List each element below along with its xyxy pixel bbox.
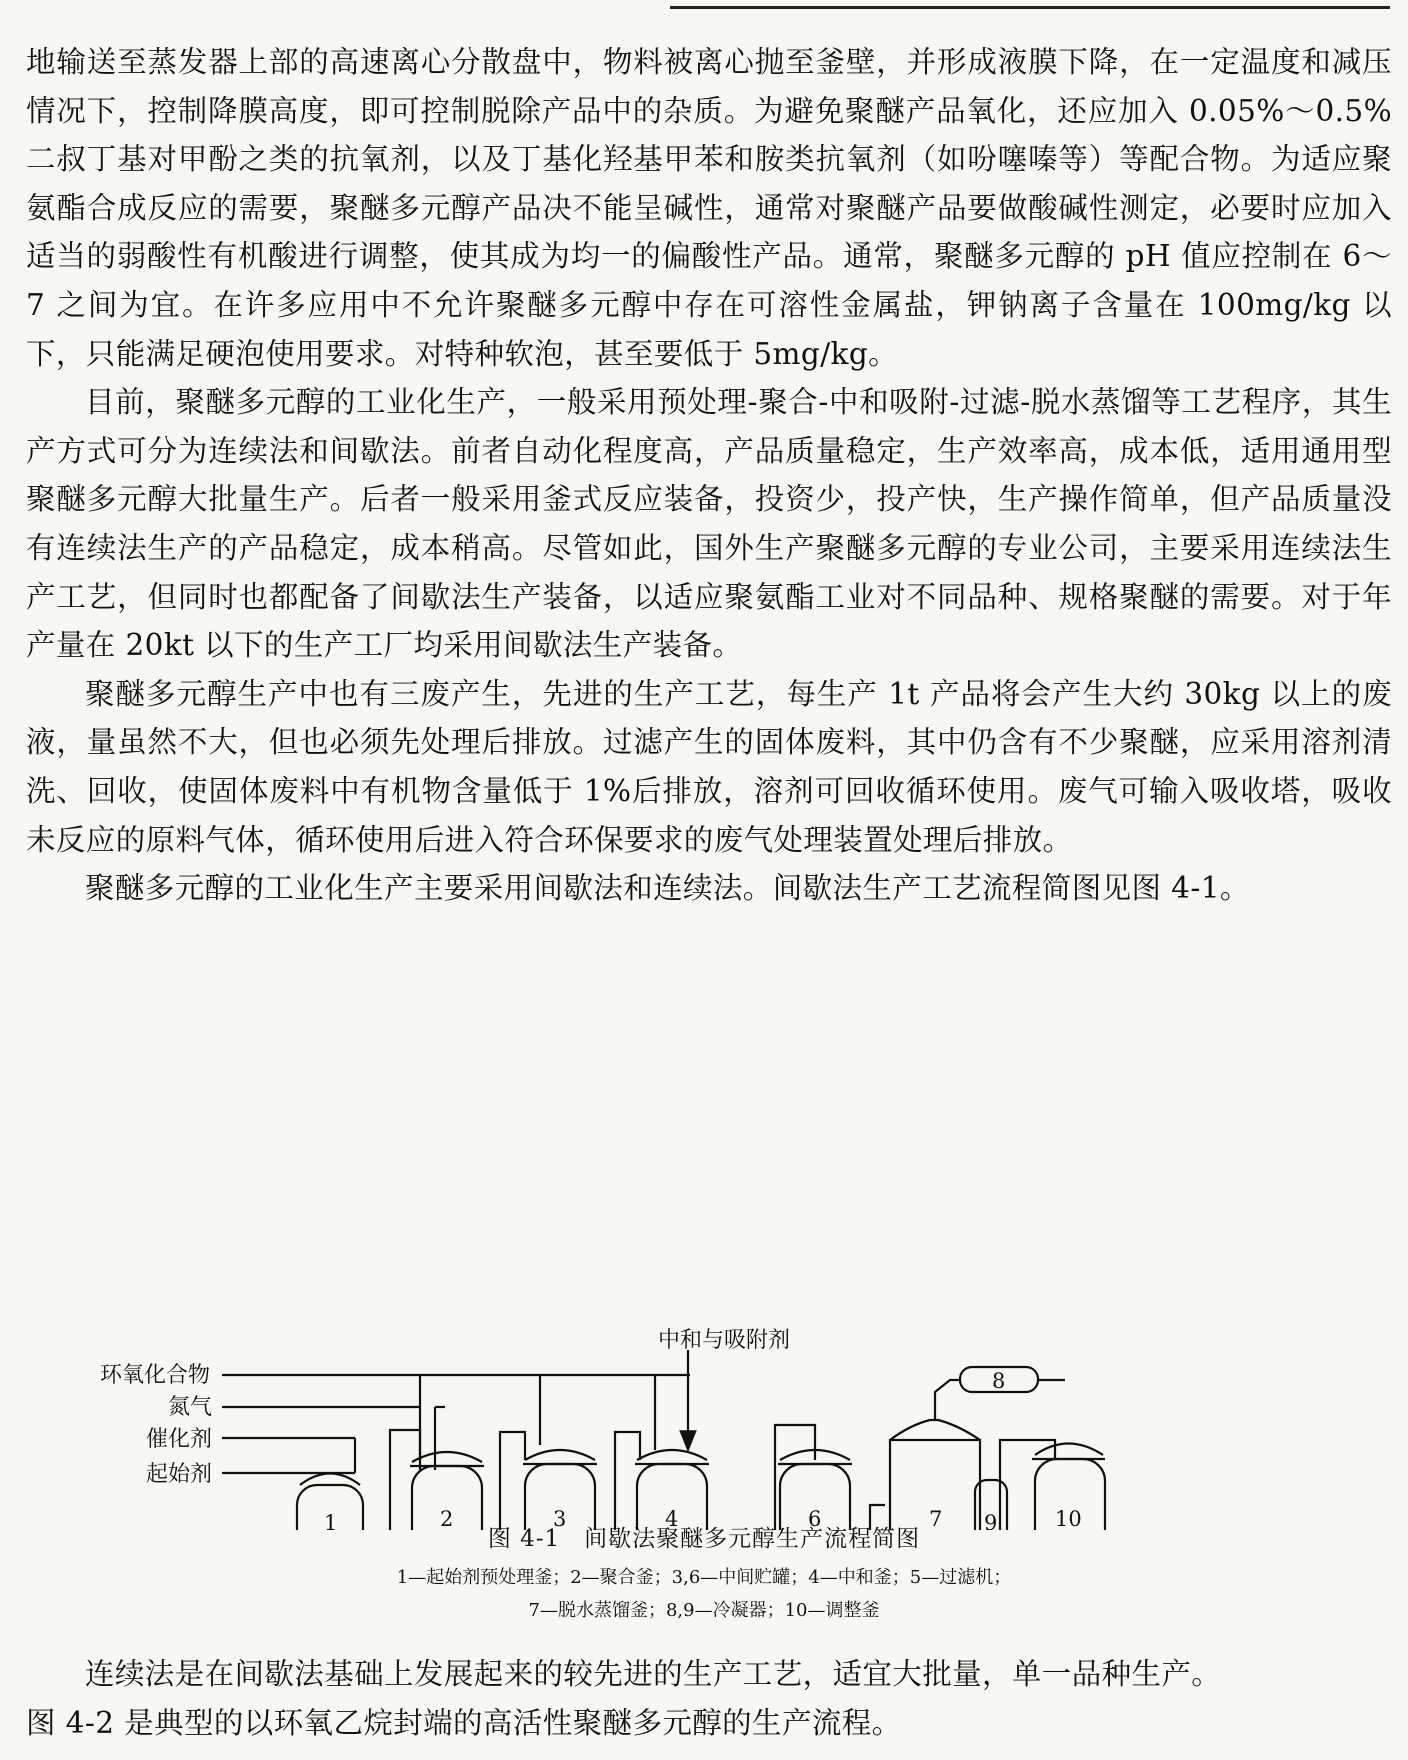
input-label-epoxide: 环氧化合物 — [100, 1363, 211, 1388]
body-text-top — [26, 38, 1392, 913]
paragraph-waste: 聚醚多元醇生产中也有三废产生，先进的生产工艺，每生产 1t 产品将会产生大约 30kg 以上的废液，量虽然不大，但也必须先处理后排放。过滤产生的固体废料，其中仍含有不少聚醚，应采用溶剂清洗、回收，使固体废料中有机物含量低于 1%后排放，溶剂可回收循环使用。废气可输入吸收塔，吸收未反应的原料气体，循环使用后进入符合环保要求的废气处理装置处理后排放。 — [26, 676, 1392, 857]
unit-label-2: 2 — [440, 1507, 454, 1530]
figure-caption-title: 图 4-1 间歇法聚醚多元醇生产流程简图 — [487, 1526, 921, 1552]
input-label-catalyst: 催化剂 — [146, 1427, 213, 1452]
unit-label-1: 1 — [324, 1511, 338, 1530]
unit-label-9: 9 — [984, 1511, 998, 1530]
unit-label-6: 6 — [808, 1507, 822, 1530]
flow-diagram-svg — [100, 1170, 1320, 1530]
paragraph-production-methods: 目前，聚醚多元醇的工业化生产，一般采用预处理-聚合-中和吸附-过滤-脱水蒸馏等工艺程序，其生产方式可分为连续法和间歇法。前者自动化程度高，产品质量稳定，生产效率高，成本低，适用通用型聚醚多元醇大批量生产。后者一般采用釜式反应装备，投资少，投产快，生产操作简单，但产品质量没有连续法生产的产品稳定，成本稍高。尽管如此，国外生产聚醚多元醇的专业公司，主要采用连续法生产工艺，但同时也都配备了间歇法生产装备，以适应聚氨酯工业对不同品种、规格聚醚的需要。对于年产量在 20kt 以下的生产工厂均采用间歇法生产装备。 — [26, 385, 1392, 663]
body-text-bottom — [26, 1650, 1392, 1747]
paragraph-continued: 地输送至蒸发器上部的高速离心分散盘中，物料被离心抛至釜壁，并形成液膜下降，在一定温度和减压情况下，控制降膜高度，即可控制脱除产品中的杂质。为避免聚醚产品氧化，还应加入 0.05%～0.5%二叔丁基对甲酚之类的抗氧剂，以及丁基化羟基甲苯和胺类抗氧剂（如吩噻嗪等）等配合物。为适应聚氨酯合成反应的需要，聚醚多元醇产品决不能呈碱性，通常对聚醚产品要做酸碱性测定，必要时应加入适当的弱酸性有机酸进行调整，使其成为均一的偏酸性产品。通常，聚醚多元醇的 pH 值应控制在 6～7 之间为宜。在许多应用中不允许聚醚多元醇中存在可溶性金属盐，钾钠离子含量在 100mg/kg 以下，只能满足硬泡使用要求。对特种软泡，甚至要低于 5mg/kg。 — [26, 45, 1392, 371]
unit-label-4: 4 — [665, 1507, 679, 1530]
header-rule — [670, 6, 1390, 9]
input-label-starter: 起始剂 — [146, 1462, 213, 1487]
process-flow-diagram — [100, 1170, 1320, 1530]
unit-label-8: 8 — [992, 1369, 1006, 1393]
paragraph-figure-intro: 聚醚多元醇的工业化生产主要采用间歇法和连续法。间歇法生产工艺流程简图见图 4-1。 — [85, 871, 1250, 906]
additive-label: 中和与吸附剂 — [658, 1328, 791, 1353]
unit-label-10: 10 — [1055, 1507, 1082, 1530]
unit-label-7: 7 — [929, 1507, 943, 1530]
figure-legend-line-1: 1—起始剂预处理釜；2—聚合釜；3,6—中间贮罐；4—中和釜；5—过滤机； — [396, 1567, 1012, 1588]
paragraph-figure-4-2-intro: 图 4-2 是典型的以环氧乙烷封端的高活性聚醚多元醇的生产流程。 — [26, 1705, 902, 1740]
input-label-nitrogen: 氮气 — [168, 1395, 213, 1420]
figure-legend-line-2: 7—脱水蒸馏釜；8,9—冷凝器；10—调整釜 — [528, 1600, 880, 1621]
paragraph-continuous-method: 连续法是在间歇法基础上发展起来的较先进的生产工艺，适宜大批量，单一品种生产。 — [85, 1657, 1222, 1691]
unit-label-3: 3 — [553, 1507, 567, 1530]
